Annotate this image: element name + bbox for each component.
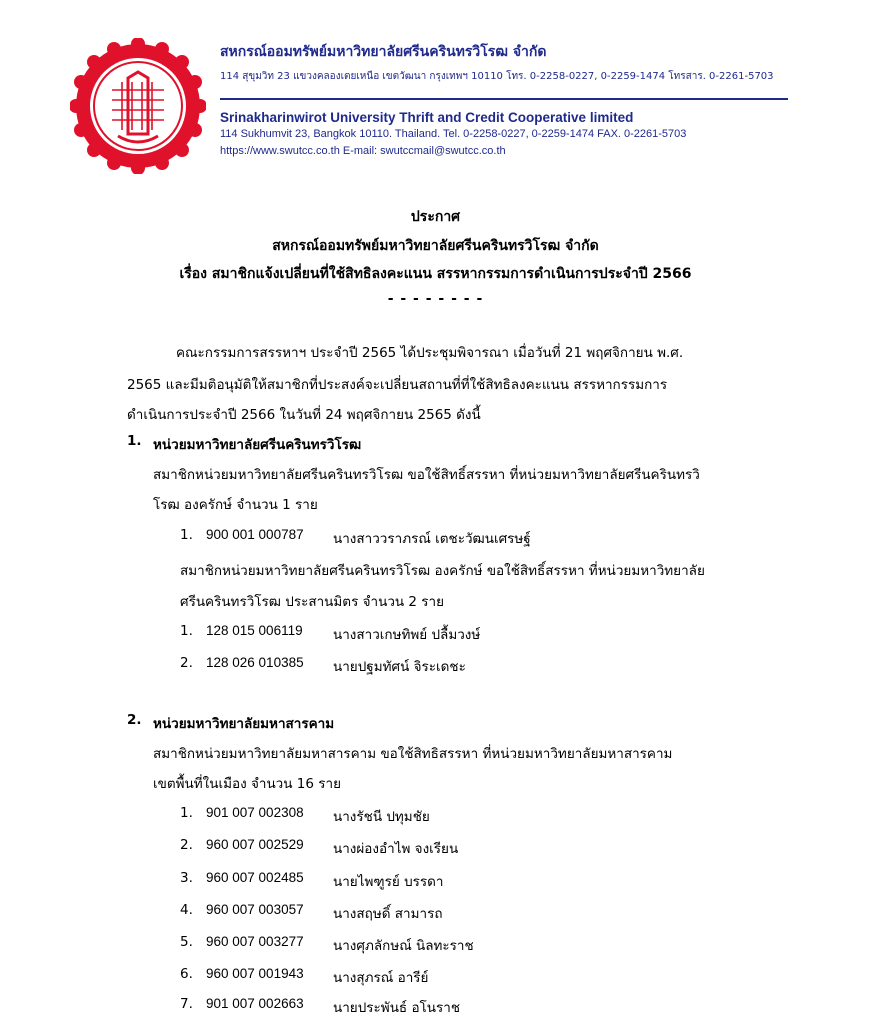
- list-item-member-name: นายไพฑูรย์ บรรดา: [333, 874, 444, 890]
- intro-line-2: 2565 และมีมติอนุมัติให้สมาชิกที่ประสงค์จะเปลี่ยนสถานที่ที่ใช้สิทธิลงคะแนน สรรหากรรมการ: [127, 377, 668, 393]
- announcement-subject: เรื่อง สมาชิกแจ้งเปลี่ยนที่ใช้สิทธิลงคะแนน สรรหากรรมการดำเนินการประจำปี 2566: [179, 266, 692, 282]
- section-1-desc-2: โรฒ องครักษ์ จำนวน 1 ราย: [153, 497, 318, 513]
- cooperative-seal-logo: [70, 38, 206, 174]
- list-item-member-name: นางสาววราภรณ์ เตชะวัฒนเศรษฐ์: [333, 531, 531, 547]
- list-item-member-name: นางสุภรณ์ อารีย์: [333, 970, 429, 986]
- header-divider: [220, 98, 788, 100]
- list-item-member-name: นางศุภลักษณ์ นิลทะราช: [333, 938, 474, 954]
- announcement-org: สหกรณ์ออมทรัพย์มหาวิทยาลัยศรีนครินทรวิโรฒ จำกัด: [272, 238, 599, 254]
- list-item-member-id: 900 001 000787: [206, 527, 304, 542]
- list-item-number: 6.: [180, 966, 193, 982]
- list-item-number: 2.: [180, 655, 193, 671]
- list-item-member-name: นายปฐมทัศน์ จิระเดชะ: [333, 659, 466, 675]
- section-2-desc-1: สมาชิกหน่วยมหาวิทยาลัยมหาสารคาม ขอใช้สิทธิสรรหา ที่หน่วยมหาวิทยาลัยมหาสารคาม: [153, 746, 673, 762]
- header-thai-org-name: สหกรณ์ออมทรัพย์มหาวิทยาลัยศรีนครินทรวิโรฒ จำกัด: [220, 44, 547, 60]
- list-item-number: 5.: [180, 934, 193, 950]
- list-item-member-id: 960 007 002485: [206, 870, 304, 885]
- list-item-member-id: 128 015 006119: [206, 623, 303, 638]
- list-item-number: 4.: [180, 902, 193, 918]
- section-1-desc-1: สมาชิกหน่วยมหาวิทยาลัยศรีนครินทรวิโรฒ ขอใช้สิทธิ์สรรหา ที่หน่วยมหาวิทยาลัยศรีนครินทรวิ: [153, 467, 700, 483]
- announcement-divider: - - - - - - - -: [387, 291, 484, 307]
- list-item-member-id: 960 007 003057: [206, 902, 304, 917]
- list-item-member-id: 960 007 003277: [206, 934, 304, 949]
- list-item-member-name: นางสาวเกษทิพย์ ปลื้มวงษ์: [333, 627, 481, 643]
- section-1-title: หน่วยมหาวิทยาลัยศรีนครินทรวิโรฒ: [153, 437, 362, 453]
- section-2-title: หน่วยมหาวิทยาลัยมหาสารคาม: [153, 716, 335, 732]
- list-item-number: 1.: [180, 805, 193, 821]
- section-1-sub-desc-2: ศรีนครินทรวิโรฒ ประสานมิตร จำนวน 2 ราย: [180, 594, 445, 610]
- list-item-member-name: นางสฤษดิ์ สามารถ: [333, 906, 443, 922]
- list-item-member-id: 901 007 002663: [206, 996, 304, 1011]
- list-item-number: 1.: [180, 527, 193, 543]
- list-item-member-name: นายประพันธ์ อโนราช: [333, 1000, 461, 1016]
- intro-line-3: ดำเนินการประจำปี 2566 ในวันที่ 24 พฤศจิกายน 2565 ดังนี้: [127, 407, 481, 423]
- header-english-org-name: Srinakharinwirot University Thrift and Credit Cooperative limited: [220, 110, 634, 125]
- list-item-member-id: 960 007 002529: [206, 837, 304, 852]
- list-item-member-name: นางรัชนี ปทุมชัย: [333, 809, 430, 825]
- section-1-number: 1.: [127, 433, 142, 449]
- header-english-address: 114 Sukhumvit 23, Bangkok 10110. Thailand. Tel. 0-2258-0227, 0-2259-1474 FAX. 0-2261-5703: [220, 128, 687, 140]
- list-item-member-name: นางผ่องอำไพ จงเรียน: [333, 841, 459, 857]
- header-thai-address: 114 สุขุมวิท 23 แขวงคลองเตยเหนือ เขตวัฒนา กรุงเทพฯ 10110 โทร. 0-2258-0227, 0-2259-1474 โทรสาร. 0-2261-5703: [220, 71, 774, 82]
- list-item-number: 3.: [180, 870, 193, 886]
- announcement-title: ประกาศ: [410, 209, 461, 225]
- list-item-number: 7.: [180, 996, 193, 1012]
- section-1-sub-desc-1: สมาชิกหน่วยมหาวิทยาลัยศรีนครินทรวิโรฒ องครักษ์ ขอใช้สิทธิ์สรรหา ที่หน่วยมหาวิทยาลัย: [180, 563, 705, 579]
- list-item-number: 1.: [180, 623, 193, 639]
- section-2-desc-2: เขตพื้นที่ในเมือง จำนวน 16 ราย: [153, 776, 341, 792]
- header-website-email: https://www.swutcc.co.th E-mail: swutccmail@swutcc.co.th: [220, 145, 506, 157]
- list-item-member-id: 960 007 001943: [206, 966, 304, 981]
- section-2-number: 2.: [127, 712, 142, 728]
- intro-line-1: คณะกรรมการสรรหาฯ ประจำปี 2565 ได้ประชุมพิจารณา เมื่อวันที่ 21 พฤศจิกายน พ.ศ.: [176, 345, 684, 361]
- list-item-member-id: 128 026 010385: [206, 655, 304, 670]
- list-item-number: 2.: [180, 837, 193, 853]
- list-item-member-id: 901 007 002308: [206, 805, 304, 820]
